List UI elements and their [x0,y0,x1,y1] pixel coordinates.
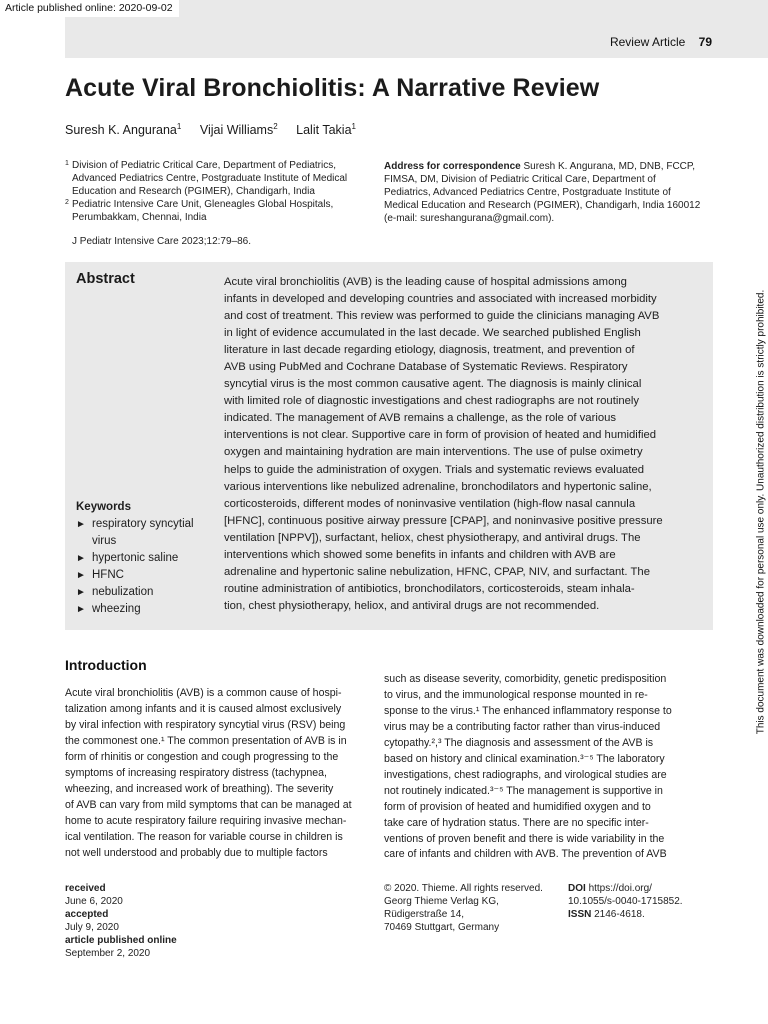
body-line: form of provision of heated and humidified oxygen and to [384,800,651,813]
correspondence-line: (e-mail: sureshangurana@gmail.com). [384,213,555,224]
author-affiliation-mark: 1 [351,122,356,131]
author-affiliation-mark: 1 [176,122,182,131]
body-line: not well understood and probably due to multiple factors [65,846,328,859]
triangle-bullet-icon: ► [76,570,86,581]
abstract-line: and cost of treatment. This review was performed to guide the clinicians managing AVB [224,310,660,323]
keyword-text: nebulization [92,586,154,598]
body-line: take care of hydration status. There are no specific inter- [384,816,649,829]
abstract-text [224,274,685,615]
abstract-line: Acute viral bronchiolitis (AVB) is the leading cause of hospital admissions among [224,276,627,288]
correspondence-line: Pediatrics, Advanced Pediatrics Centre, Postgraduate Institute of [384,187,671,198]
body-line: wheezing, and increased work of breathing). The severity [65,782,334,795]
author-list [65,122,371,137]
abstract-line: tion, chest physiotherapy, heliox, and antiviral drugs are not recommended. [224,599,600,612]
body-line: symptoms of increasing respiratory distress (tachypnea, [65,766,328,779]
abstract-line: literature in last decade regarding etiology, diagnosis, treatment, and prevention of [224,344,635,357]
publisher-line: Georg Thieme Verlag KG, [384,896,499,907]
doi-link[interactable]: https://doi.org/ [588,883,652,894]
abstract-line: various interventions like nebulized adrenaline, bronchodilators and hypertonic saline, [224,480,652,493]
doi-label: DOI [568,883,586,894]
body-line: by viral infection with respiratory syncytial virus (RSV) being [65,718,346,731]
body-line: sponse to the virus.¹ The enhanced inflammatory response to [384,704,672,717]
abstract-line: syncytial virus is the most common causative agent. The diagnosis is mainly clinical [224,378,642,391]
abstract-line: routine administration of antibiotics, bronchodilators, corticosteroids, steam inhala- [224,582,635,595]
affiliation-line: Advanced Pediatrics Centre, Postgraduate Institute of Medical [72,173,348,184]
doi-line: 10.1055/s-0040-1715852. [568,896,683,907]
body-line: care of infants and children with AVB. The prevention of AVB [384,848,667,861]
author-name: Vijai Williams [199,123,274,137]
issn-value: 2146-4618. [594,909,645,920]
date-value: September 2, 2020 [65,948,151,959]
keyword-item [76,567,216,584]
body-line: Acute viral bronchiolitis (AVB) is a common cause of hospi- [65,687,342,699]
triangle-bullet-icon: ► [76,587,86,598]
correspondence-line: Medical Education and Research (PGIMER), Chandigarh, India 160012 [384,200,701,211]
author [200,123,278,137]
article-title: Acute Viral Bronchiolitis: A Narrative Review [65,74,600,102]
body-line: such as disease severity, comorbidity, genetic predisposition [384,673,667,685]
abstract-line: indicated. The management of AVB remains a challenge, as the role of various [224,412,617,425]
doi-issn-info [568,882,683,921]
keyword-text: virus [92,535,117,547]
keyword-item [76,584,216,601]
abstract-line: interventions is not clear. Supportive care in form of provision of heated and humidified [224,429,657,442]
keyword-item [76,516,216,550]
page-number: 79 [698,35,712,49]
article-type-label: Review Article [609,35,686,49]
keyword-text: HFNC [92,569,124,581]
affiliation-number: 2 [65,199,69,206]
body-line: ventions of proven benefit and there is wide variability in the [384,832,665,845]
keyword-item [76,601,216,618]
correspondence-text: Suresh K. Angurana, MD, DNB, FCCP, [523,161,696,172]
author [296,123,356,137]
publisher-line: Rüdigerstraße 14, [384,909,465,920]
body-line: the commonest one.¹ The common presentation of AVB is in [65,734,347,747]
keyword-text: respiratory syncytial [92,518,194,530]
triangle-bullet-icon: ► [76,519,86,530]
abstract-line: helps to guide the administration of oxygen. Trials and systematic reviews evaluated [224,463,645,476]
correspondence-address [384,160,704,225]
body-line: of AVB can vary from mild symptoms that can be managed at [65,798,352,811]
publication-stamp: Article published online: 2020-09-02 [0,0,179,17]
abstract-line: adrenaline and hypertonic saline nebulization, HFNC, CPAP, NIV, and surfactant. The [224,565,650,578]
date-label: received [65,883,106,894]
date-label: accepted [65,909,109,920]
body-line: investigations, chest radiographs, and virological studies are [384,768,667,781]
body-line: cytopathy.²,³ The diagnosis and assessment of the AVB is [384,736,654,749]
abstract-line: oxygen and maintaining hydration are main interventions. The use of pulse oximetry [224,446,643,459]
date-value: July 9, 2020 [65,922,119,933]
publication-dates [65,882,177,960]
abstract-line: with limited role of diagnostic investigations and chest radiographs are not routinely [224,395,640,408]
correspondence-label: Address for correspondence [384,161,521,172]
publisher-line: 70469 Stuttgart, Germany [384,922,500,933]
issn-line [568,908,683,921]
keyword-text: hypertonic saline [92,552,179,564]
author-affiliation-mark: 2 [273,122,278,131]
abstract-line: interventions which showed some benefits in infants and children with AVB are [224,548,616,561]
correspondence-line: FIMSA, DM, Division of Pediatric Critical Care, Department of [384,174,656,185]
abstract-line: in light of evidence accumulated in the last decade. We searched published English [224,327,641,340]
triangle-bullet-icon: ► [76,553,86,564]
triangle-bullet-icon: ► [76,604,86,615]
journal-citation: J Pediatr Intensive Care 2023;12:79–86. [72,236,252,247]
affiliation-line: Education and Research (PGIMER), Chandigarh, India [72,186,315,197]
affiliation-line: Perumbakkam, Chennai, India [72,212,207,223]
affiliation-line: Pediatric Intensive Care Unit, Gleneagles Global Hospitals, [72,199,334,210]
body-line: based on history and clinical examination.³⁻⁵ The laboratory [384,752,665,765]
publisher-line: © 2020. Thieme. All rights reserved. [384,883,543,894]
introduction-heading: Introduction [65,657,147,673]
keyword-item [76,550,216,567]
doi-line [568,882,683,895]
body-column-right [384,672,685,863]
abstract-line: ventilation [NPPV]), surfactant, heliox, chest physiotherapy, and antiviral drugs. The [224,531,641,544]
running-head [610,35,712,49]
abstract-line: [HFNC], continuous positive airway pressure [CPAP], and noninvasive positive pressure [224,514,663,527]
abstract-line: infants in developed and developing countries and associated with increased morbidity [224,293,657,306]
correspondence-line [384,160,704,173]
abstract-line: corticosteroids, different modes of noninvasive ventilation (high-flow nasal cannula [224,497,636,510]
keyword-text: wheezing [92,603,141,615]
body-line: not routinely indicated.³⁻⁵ The management is supportive in [384,784,663,797]
affiliation [65,198,365,224]
body-line: form of rhinitis or congestion and cough progressing to the [65,750,339,763]
abstract-line: AVB using PubMed and Cochrane Database of Systematic Reviews. Respiratory [224,361,628,374]
publisher-info [384,882,543,934]
body-line: to virus, and the immunological response mounted in re- [384,688,648,701]
issn-label: ISSN [568,909,592,920]
body-line: virus may be a contributing factor rather than virus-induced [384,720,661,733]
date-value: June 6, 2020 [65,896,123,907]
affiliations [65,159,365,224]
keywords-heading: Keywords [76,501,131,513]
affiliation-line: Division of Pediatric Critical Care, Department of Pediatrics, [72,160,336,171]
body-line: talization among infants and it is caused almost exclusively [65,702,342,715]
body-line: home to acute respiratory failure requiring invasive mechan- [65,814,347,827]
author-name: Suresh K. Angurana [65,123,177,137]
abstract-heading: Abstract [76,271,135,287]
author [65,123,181,137]
author-name: Lalit Takia [296,123,352,137]
body-column-left [65,686,365,861]
affiliation-number: 1 [65,160,69,167]
keywords-box [76,499,216,618]
date-label: article published online [65,935,177,946]
body-line: ical ventilation. The reason for variable course in children is [65,830,343,843]
affiliation [65,159,365,198]
download-notice: This document was downloaded for personal use only. Unauthorized distribution is strictly prohibited. [755,289,767,735]
